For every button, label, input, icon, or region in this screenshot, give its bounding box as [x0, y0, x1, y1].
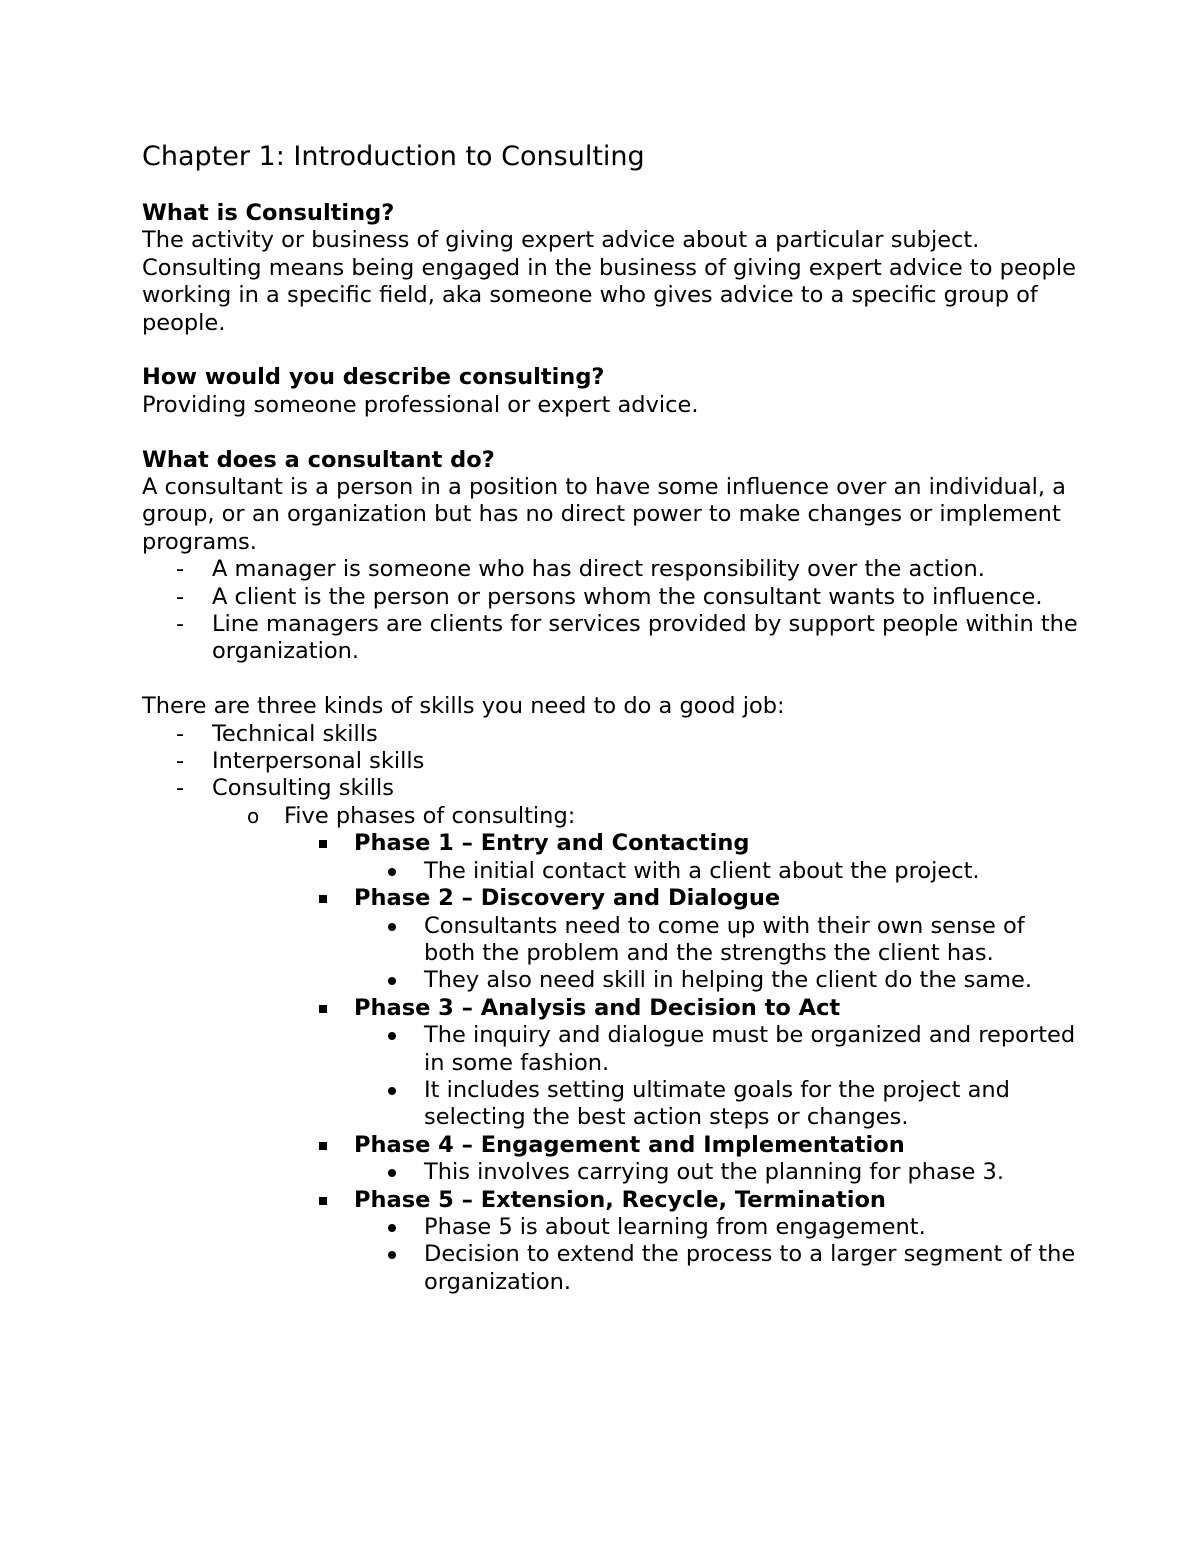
list-item-text: The initial contact with a client about the project.	[424, 857, 980, 884]
phase-points	[142, 1214, 1082, 1296]
consulting-skills-sublist	[142, 803, 1082, 1296]
section-heading-what-is-consulting: What is Consulting?	[142, 200, 395, 226]
circle-marker: o	[247, 803, 260, 828]
list-item	[142, 556, 1082, 583]
dot-bullet-icon	[388, 1087, 396, 1095]
list-item	[142, 748, 1082, 775]
phase-title: Phase 5 – Extension, Recycle, Termination	[354, 1186, 886, 1213]
section-heading-describe-consulting: How would you describe consulting?	[142, 364, 605, 391]
phase-points	[142, 913, 1082, 995]
phase-item	[142, 1187, 1082, 1297]
dash-marker: -	[176, 611, 185, 638]
list-item-text: Consulting skills	[212, 775, 394, 802]
list-item-text: Decision to extend the process to a larger segment of the organization.	[424, 1241, 1076, 1295]
dot-bullet-icon	[388, 1032, 396, 1040]
dot-bullet-icon	[388, 1224, 396, 1232]
list-item	[142, 1022, 1082, 1077]
list-item	[142, 584, 1082, 611]
phase-points	[142, 1022, 1082, 1132]
dot-bullet-icon	[388, 923, 396, 931]
dot-bullet-icon	[388, 1169, 396, 1177]
dash-marker: -	[176, 720, 185, 747]
square-bullet-icon	[319, 1142, 327, 1150]
list-item-text: Consultants need to come up with their own sense of both the problem and the strengths the client has.	[424, 912, 1025, 966]
section-heading-consultant-role: What does a consultant do?	[142, 446, 495, 473]
list-item	[142, 1241, 1082, 1296]
list-item	[142, 967, 1082, 994]
list-item-text: A client is the person or persons whom the consultant wants to influence.	[212, 583, 1043, 610]
list-item-text: Interpersonal skills	[212, 748, 425, 775]
square-bullet-icon	[319, 840, 327, 848]
phase-title: Phase 3 – Analysis and Decision to Act	[354, 994, 841, 1021]
phase-title: Phase 2 – Discovery and Dialogue	[354, 885, 781, 912]
document-page	[142, 140, 1082, 1296]
phase-title: Phase 4 – Engagement and Implementation	[354, 1131, 905, 1158]
list-item-text: Line managers are clients for services provided by support people within the organization.	[212, 611, 1078, 665]
list-item	[142, 1077, 1082, 1132]
phase-item	[142, 1132, 1082, 1187]
section-body-consultant-role: A consultant is a person in a position to have some influence over an individual, a group, or an organization but has no direct power to make changes or implement programs.	[142, 474, 1066, 555]
list-item-text: Five phases of consulting:	[284, 802, 576, 829]
list-item-text: They also need skill in helping the client do the same.	[424, 967, 1033, 994]
list-item	[142, 775, 1082, 1296]
list-item	[142, 1159, 1082, 1186]
dash-marker: -	[176, 775, 185, 802]
skills-list	[142, 721, 1082, 1297]
list-item-text: Phase 5 is about learning from engagement.	[424, 1213, 926, 1240]
spacer	[142, 337, 1082, 364]
phase-item	[142, 885, 1082, 995]
phase-title: Phase 1 – Entry and Contacting	[354, 830, 750, 857]
list-item	[142, 803, 1082, 1296]
square-bullet-icon	[319, 1197, 327, 1205]
section-body-what-is-consulting: The activity or business of giving expert advice about a particular subject. Consulting means being engaged in the business of giving expert advice to people working in a specific field, aka someone who gives advice to a specific group of people.	[142, 227, 1076, 336]
section-body-describe-consulting: Providing someone professional or expert advice.	[142, 391, 699, 418]
skills-intro: There are three kinds of skills you need to do a good job:	[142, 693, 785, 720]
page-title: Chapter 1: Introduction to Consulting	[142, 141, 645, 172]
dot-bullet-icon	[388, 868, 396, 876]
list-item-text: A manager is someone who has direct responsibility over the action.	[212, 556, 985, 583]
dash-marker: -	[176, 748, 185, 775]
spacer	[142, 419, 1082, 446]
dash-marker: -	[176, 583, 185, 610]
list-item-text: This involves carrying out the planning for phase 3.	[424, 1159, 1005, 1186]
square-bullet-icon	[319, 895, 327, 903]
phase-item	[142, 830, 1082, 885]
list-item	[142, 913, 1082, 968]
spacer	[142, 666, 1082, 693]
list-item-text: The inquiry and dialogue must be organized and reported in some fashion.	[424, 1022, 1076, 1076]
list-item	[142, 1214, 1082, 1241]
square-bullet-icon	[319, 1005, 327, 1013]
dot-bullet-icon	[388, 1251, 396, 1259]
list-item	[142, 611, 1082, 666]
phase-points	[142, 858, 1082, 885]
list-item-text: Technical skills	[212, 720, 378, 747]
dash-marker: -	[176, 556, 185, 583]
list-item	[142, 858, 1082, 885]
list-item	[142, 721, 1082, 748]
phase-item	[142, 995, 1082, 1132]
list-item-text: It includes setting ultimate goals for the project and selecting the best action steps or changes.	[424, 1076, 1010, 1131]
phases-list	[142, 830, 1082, 1296]
phase-points	[142, 1159, 1082, 1186]
consultant-role-list	[142, 556, 1082, 666]
dot-bullet-icon	[388, 977, 396, 985]
